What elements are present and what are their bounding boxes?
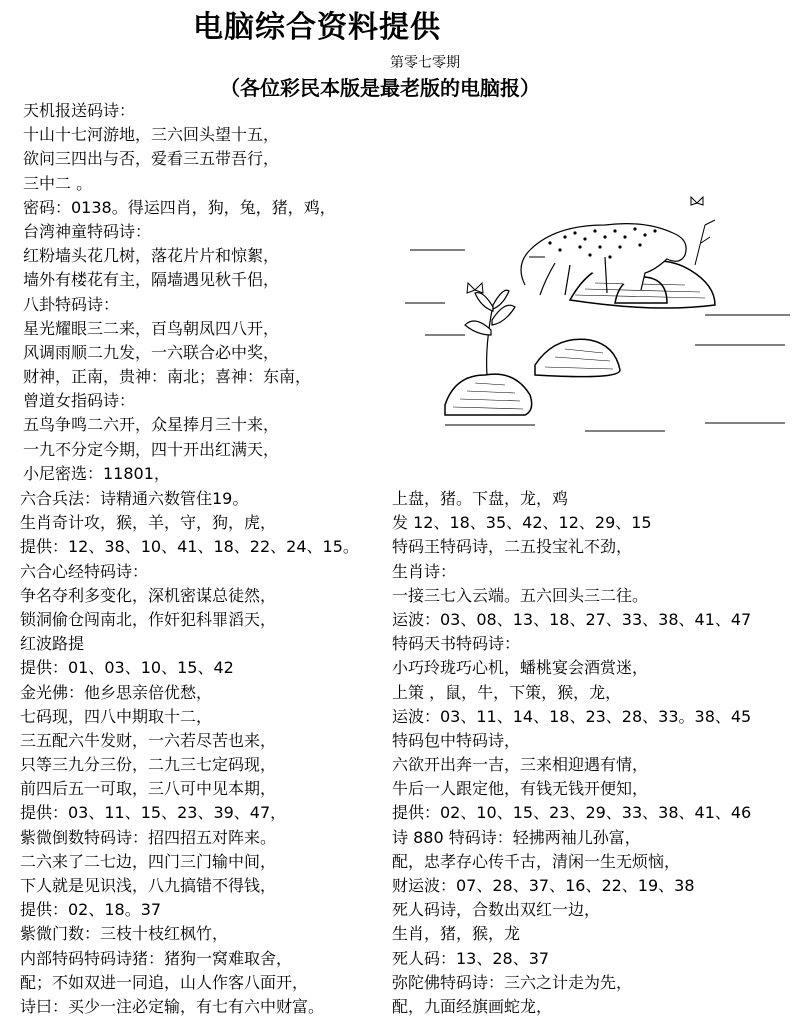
text-line: 六欲开出奔一吉，三来相迎遇有情， <box>392 755 649 775</box>
text-line: 死人码诗，合数出双红一边， <box>392 900 601 920</box>
text-line: 只等三九分三份，二九三七定码现， <box>20 755 277 775</box>
text-line: 争名夺利多变化，深机密谋总徒然， <box>20 585 277 605</box>
text-line: 生肖诗： <box>392 561 457 581</box>
text-line: 生肖奇计攻，猴，羊，守，狗，虎， <box>20 513 277 533</box>
left-bottom-column <box>20 487 390 1019</box>
issue-number: 第零七零期 <box>390 55 460 71</box>
text-line: 六合兵法：诗精通六数管住19。 <box>20 489 249 508</box>
text-line: 发 12、18、35、42、12、29、15 <box>392 513 652 533</box>
text-line: 曾道女指码诗： <box>23 391 136 411</box>
left-top-column <box>23 99 403 486</box>
text-line: 六合心经特码诗： <box>20 561 149 581</box>
text-line: 特码包中特码诗， <box>392 730 521 750</box>
text-line: 牛后一人跟定他，有钱无钱开便知， <box>392 779 649 799</box>
text-line: 二六来了二七边，四门三门输中间， <box>20 851 277 871</box>
text-line: 特码天书特码诗： <box>392 634 521 654</box>
page-title: 电脑综合资料提供 <box>193 10 441 45</box>
text-line: 红波路提 <box>20 634 85 654</box>
text-line: 提供：01、03、10、15、42 <box>20 658 234 678</box>
text-line: 上策 ，鼠，牛，下策，猴，龙， <box>392 682 622 702</box>
text-line: 星光耀眼三二来，百鸟朝凤四八开， <box>23 318 280 338</box>
text-line: 十山十七河游地，三六回头望十五， <box>23 125 280 145</box>
text-line: 特码王特码诗，二五投宝礼不劲， <box>392 537 633 557</box>
right-column <box>392 487 792 1019</box>
text-line: 红粉墙头花几树，落花片片和惊絮， <box>23 246 280 266</box>
text-line: 诗 880 特码诗：轻拂两袖儿孙富， <box>392 827 641 847</box>
text-line: 八卦特码诗： <box>23 294 120 314</box>
text-line: 上盘，猪。下盘，龙，鸡 <box>392 489 569 508</box>
text-line: 提供：02、10、15、23、29、33、38、41、46 <box>392 803 752 823</box>
text-line: 欲问三四出与否，爱看三五带吾行， <box>23 149 280 169</box>
text-line: 三中二 。 <box>23 173 93 193</box>
text-line: 生肖，猪，猴，龙 <box>392 924 521 944</box>
text-line: 一接三七入云端。五六回头三二往。 <box>392 585 649 605</box>
text-line: 提供：12、38、10、41、18、22、24、15。 <box>20 537 359 557</box>
text-line: 运波：03、08、13、18、27、33、38、41、47 <box>392 609 752 629</box>
text-line: 紫微倒数特码诗：招四招五对阵来。 <box>20 827 277 847</box>
text-line: 配；不如双进一同追，山人作客八面开， <box>20 972 309 992</box>
text-line: 死人码：13、28、37 <box>392 948 550 968</box>
text-line: 诗曰：买少一注必定输，有七有六中财富。 <box>20 996 325 1016</box>
text-line: 提供：02、18。37 <box>20 900 162 920</box>
text-line: 紫微门数：三枝十枝红枫竹， <box>20 924 229 944</box>
text-line: 运波：03、11、14、18、23、28、33。38、45 <box>392 706 752 726</box>
text-line: 一九不分定今期，四十开出红满天， <box>23 439 280 459</box>
text-line: 小尼密选：11801， <box>23 463 170 483</box>
text-line: 风调雨顺二九发，一六联合必中奖， <box>23 342 280 362</box>
text-line: 弥陀佛特码诗：三六之计走为先， <box>392 972 633 992</box>
text-line: 金光佛：他乡思亲倍优愁， <box>20 682 213 702</box>
text-line: 密码：0138。得运四肖，狗，兔，猪，鸡， <box>23 197 336 217</box>
text-line: 下人就是见识浅，八九搞错不得钱， <box>20 876 277 895</box>
text-line: 天机报送码诗： <box>23 101 136 120</box>
text-line: 配，忠孝存心传千古，清闲一生无烦恼， <box>392 851 681 871</box>
text-line: 前四后五一可取，三八可中见本期， <box>20 779 277 799</box>
text-line: 锁洞偷仓闯南北，作奸犯科罪滔天， <box>20 609 277 629</box>
text-line: 财神，正南，贵神：南北；喜神：东南， <box>23 367 312 387</box>
page-subtitle: （各位彩民本版是最老版的电脑报） <box>220 76 540 100</box>
text-line: 提供：03、11、15、23、39、47， <box>20 803 287 823</box>
leopard-on-rocks-illustration <box>405 195 795 435</box>
text-line: 小巧玲珑巧心机，蟠桃宴会酒赏迷， <box>392 658 649 678</box>
text-line: 内部特码特码诗猪：猪狗一窝难取舍， <box>20 948 293 968</box>
text-line: 墙外有楼花有主，隔墙遇见秋千侣， <box>23 270 280 290</box>
text-line: 台湾神童特码诗： <box>23 221 152 241</box>
text-line: 配，九面经旗画蛇龙， <box>392 996 553 1016</box>
text-line: 五鸟争鸣二六开，众星捧月三十来， <box>23 415 280 435</box>
text-line: 三五配六牛发财，一六若尽苦也来， <box>20 730 277 750</box>
text-line: 财运波：07、28、37、16、22、19、38 <box>392 876 695 895</box>
text-line: 七码现，四八中期取十二， <box>20 706 213 726</box>
